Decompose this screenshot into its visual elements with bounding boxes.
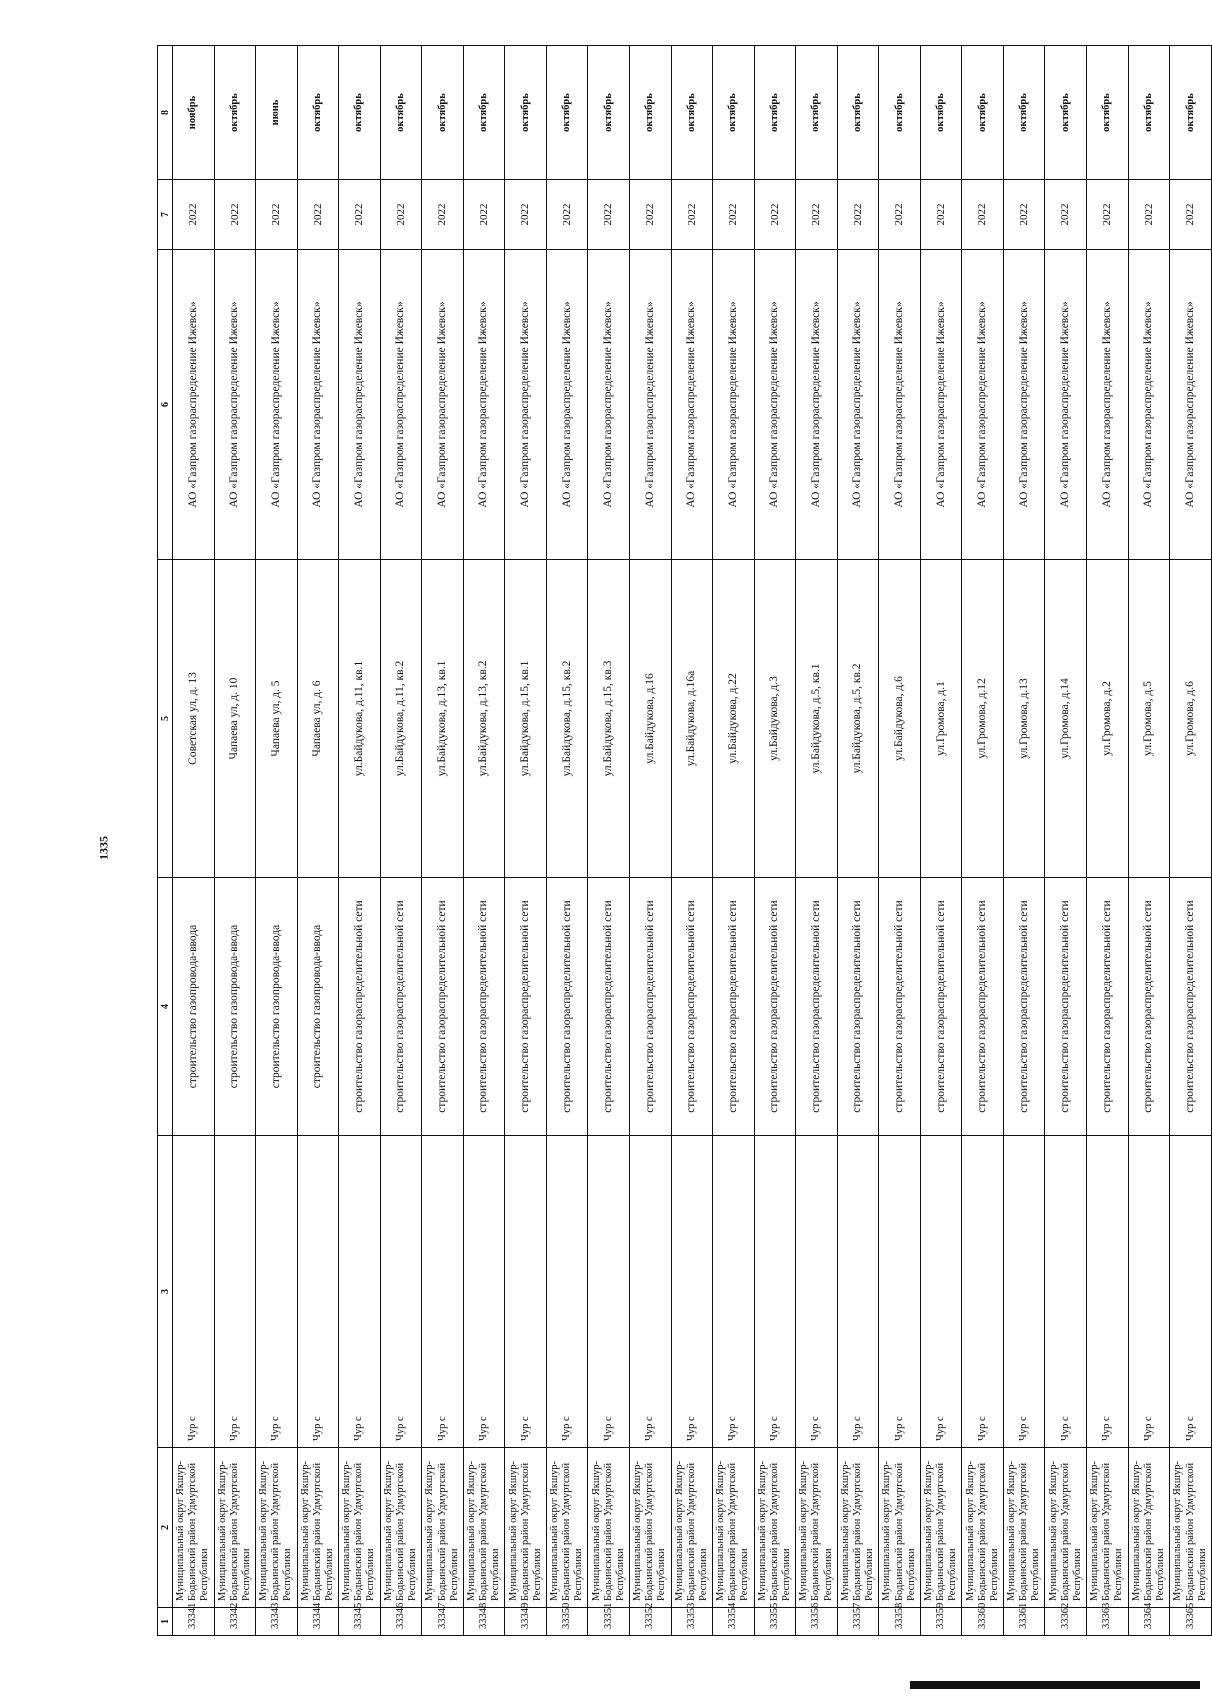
month-cell: октябрь — [1003, 46, 1045, 180]
year-cell: 2022 — [173, 180, 215, 250]
col-header-8: 8 — [158, 46, 173, 180]
settlement-cell: Чур с — [1003, 1136, 1045, 1448]
work-type-cell: строительство газораспределительной сети — [920, 878, 962, 1136]
row-number-cell: 33351 — [588, 1608, 630, 1636]
row-number-cell: 33349 — [505, 1608, 547, 1636]
settlement-cell: Чур с — [297, 1136, 339, 1448]
year-cell: 2022 — [422, 180, 464, 250]
year-cell: 2022 — [1128, 180, 1170, 250]
month-cell: октябрь — [879, 46, 921, 180]
municipal-district-cell: Муниципальный округ Якшур-Бодьинский район Удмуртской Республики — [380, 1448, 422, 1608]
work-type-cell: строительство газораспределительной сети — [339, 878, 381, 1136]
row-number-cell: 33362 — [1045, 1608, 1087, 1636]
table-row — [380, 46, 422, 1636]
settlement-cell: Чур с — [339, 1136, 381, 1448]
settlement-cell: Чур с — [1087, 1136, 1129, 1448]
settlement-cell: Чур с — [463, 1136, 505, 1448]
settlement-cell: Чур с — [713, 1136, 755, 1448]
address-cell: Чапаева ул, д. 6 — [297, 560, 339, 878]
month-cell: октябрь — [463, 46, 505, 180]
table-row — [588, 46, 630, 1636]
organization-cell: АО «Газпром газораспределение Ижевск» — [256, 250, 298, 560]
year-cell: 2022 — [297, 180, 339, 250]
table-row — [920, 46, 962, 1636]
settlement-cell: Чур с — [796, 1136, 838, 1448]
year-cell: 2022 — [1045, 180, 1087, 250]
settlement-cell: Чур с — [837, 1136, 879, 1448]
organization-cell: АО «Газпром газораспределение Ижевск» — [879, 250, 921, 560]
municipal-district-cell: Муниципальный округ Якшур-Бодьинский район Удмуртской Республики — [339, 1448, 381, 1608]
row-number-cell: 33345 — [339, 1608, 381, 1636]
organization-cell: АО «Газпром газораспределение Ижевск» — [1170, 250, 1212, 560]
month-cell: октябрь — [297, 46, 339, 180]
organization-cell: АО «Газпром газораспределение Ижевск» — [173, 250, 215, 560]
row-number-cell: 33352 — [630, 1608, 672, 1636]
municipal-district-cell: Муниципальный округ Якшур-Бодьинский район Удмуртской Республики — [505, 1448, 547, 1608]
work-type-cell: строительство газораспределительной сети — [1170, 878, 1212, 1136]
organization-cell: АО «Газпром газораспределение Ижевск» — [754, 250, 796, 560]
municipal-district-cell: Муниципальный округ Якшур-Бодьинский район Удмуртской Республики — [1170, 1448, 1212, 1608]
settlement-cell: Чур с — [1170, 1136, 1212, 1448]
address-cell: ул.Байдукова, д.5, кв.2 — [837, 560, 879, 878]
row-number-cell: 33360 — [962, 1608, 1004, 1636]
organization-cell: АО «Газпром газораспределение Ижевск» — [920, 250, 962, 560]
table-row — [1128, 46, 1170, 1636]
address-cell: ул.Байдукова, д.16 — [630, 560, 672, 878]
address-cell: ул.Байдукова, д.15, кв.1 — [505, 560, 547, 878]
table-row — [962, 46, 1004, 1636]
table-row — [879, 46, 921, 1636]
year-cell: 2022 — [588, 180, 630, 250]
row-number-cell: 33344 — [297, 1608, 339, 1636]
settlement-cell: Чур с — [920, 1136, 962, 1448]
month-cell: октябрь — [1170, 46, 1212, 180]
month-cell: октябрь — [630, 46, 672, 180]
work-type-cell: строительство газораспределительной сети — [879, 878, 921, 1136]
row-number-cell: 33365 — [1170, 1608, 1212, 1636]
address-cell: ул.Байдукова, д.15, кв.2 — [546, 560, 588, 878]
settlement-cell: Чур с — [505, 1136, 547, 1448]
municipal-district-cell: Муниципальный округ Якшур-Бодьинский район Удмуртской Республики — [1045, 1448, 1087, 1608]
municipal-district-cell: Муниципальный округ Якшур-Бодьинский район Удмуртской Республики — [630, 1448, 672, 1608]
settlement-cell: Чур с — [422, 1136, 464, 1448]
col-header-5: 5 — [158, 560, 173, 878]
organization-cell: АО «Газпром газораспределение Ижевск» — [546, 250, 588, 560]
address-cell: ул.Громова, д.12 — [962, 560, 1004, 878]
work-type-cell: строительство газораспределительной сети — [671, 878, 713, 1136]
row-number-cell: 33347 — [422, 1608, 464, 1636]
address-cell: ул.Байдукова, д.15, кв.3 — [588, 560, 630, 878]
row-number-cell: 33357 — [837, 1608, 879, 1636]
municipal-district-cell: Муниципальный округ Якшур-Бодьинский район Удмуртской Республики — [671, 1448, 713, 1608]
organization-cell: АО «Газпром газораспределение Ижевск» — [1087, 250, 1129, 560]
table-row — [297, 46, 339, 1636]
table-row — [463, 46, 505, 1636]
month-cell: октябрь — [713, 46, 755, 180]
organization-cell: АО «Газпром газораспределение Ижевск» — [796, 250, 838, 560]
month-cell: октябрь — [1087, 46, 1129, 180]
address-cell: ул.Байдукова, д.3 — [754, 560, 796, 878]
month-cell: октябрь — [962, 46, 1004, 180]
year-cell: 2022 — [1003, 180, 1045, 250]
municipal-district-cell: Муниципальный округ Якшур-Бодьинский район Удмуртской Республики — [1003, 1448, 1045, 1608]
year-cell: 2022 — [1170, 180, 1212, 250]
col-header-4: 4 — [158, 878, 173, 1136]
year-cell: 2022 — [713, 180, 755, 250]
settlement-cell: Чур с — [380, 1136, 422, 1448]
table-row — [630, 46, 672, 1636]
row-number-cell: 33355 — [754, 1608, 796, 1636]
row-number-cell: 33350 — [546, 1608, 588, 1636]
settlement-cell: Чур с — [214, 1136, 256, 1448]
work-type-cell: строительство газораспределительной сети — [380, 878, 422, 1136]
settlement-cell: Чур с — [962, 1136, 1004, 1448]
address-cell: ул.Байдукова, д.16а — [671, 560, 713, 878]
organization-cell: АО «Газпром газораспределение Ижевск» — [1003, 250, 1045, 560]
organization-cell: АО «Газпром газораспределение Ижевск» — [463, 250, 505, 560]
month-cell: октябрь — [1128, 46, 1170, 180]
year-cell: 2022 — [214, 180, 256, 250]
address-cell: ул.Громова, д.2 — [1087, 560, 1129, 878]
page-number: 1335 — [96, 836, 111, 860]
organization-cell: АО «Газпром газораспределение Ижевск» — [671, 250, 713, 560]
year-cell: 2022 — [505, 180, 547, 250]
year-cell: 2022 — [962, 180, 1004, 250]
settlement-cell: Чур с — [1128, 1136, 1170, 1448]
table-row — [505, 46, 547, 1636]
organization-cell: АО «Газпром газораспределение Ижевск» — [339, 250, 381, 560]
month-cell: октябрь — [505, 46, 547, 180]
table-row — [1045, 46, 1087, 1636]
year-cell: 2022 — [1087, 180, 1129, 250]
work-type-cell: строительство газораспределительной сети — [505, 878, 547, 1136]
year-cell: 2022 — [256, 180, 298, 250]
scan-edge-bar — [910, 1681, 1200, 1689]
row-number-cell: 33358 — [879, 1608, 921, 1636]
year-cell: 2022 — [754, 180, 796, 250]
municipal-district-cell: Муниципальный округ Якшур-Бодьинский район Удмуртской Республики — [1087, 1448, 1129, 1608]
organization-cell: АО «Газпром газораспределение Ижевск» — [1045, 250, 1087, 560]
header-row — [158, 46, 173, 1636]
row-number-cell: 33354 — [713, 1608, 755, 1636]
municipal-district-cell: Муниципальный округ Якшур-Бодьинский район Удмуртской Республики — [713, 1448, 755, 1608]
work-type-cell: строительство газораспределительной сети — [463, 878, 505, 1136]
work-type-cell: строительство газопровода-ввода — [297, 878, 339, 1136]
settlement-cell: Чур с — [1045, 1136, 1087, 1448]
municipal-district-cell: Муниципальный округ Якшур-Бодьинский район Удмуртской Республики — [754, 1448, 796, 1608]
month-cell: октябрь — [588, 46, 630, 180]
address-cell: ул.Байдукова, д.11, кв.2 — [380, 560, 422, 878]
address-cell: ул.Байдукова, д.22 — [713, 560, 755, 878]
col-header-3: 3 — [158, 1136, 173, 1448]
row-number-cell: 33361 — [1003, 1608, 1045, 1636]
year-cell: 2022 — [380, 180, 422, 250]
row-number-cell: 33359 — [920, 1608, 962, 1636]
table-row — [837, 46, 879, 1636]
work-type-cell: строительство газораспределительной сети — [837, 878, 879, 1136]
municipal-district-cell: Муниципальный округ Якшур-Бодьинский район Удмуртской Республики — [463, 1448, 505, 1608]
month-cell: октябрь — [380, 46, 422, 180]
municipal-district-cell: Муниципальный округ Якшур-Бодьинский район Удмуртской Республики — [297, 1448, 339, 1608]
year-cell: 2022 — [630, 180, 672, 250]
organization-cell: АО «Газпром газораспределение Ижевск» — [380, 250, 422, 560]
work-type-cell: строительство газораспределительной сети — [422, 878, 464, 1136]
month-cell: октябрь — [754, 46, 796, 180]
municipal-district-cell: Муниципальный округ Якшур-Бодьинский район Удмуртской Республики — [588, 1448, 630, 1608]
work-type-cell: строительство газораспределительной сети — [1003, 878, 1045, 1136]
col-header-6: 6 — [158, 250, 173, 560]
address-cell: ул.Байдукова, д.5, кв.1 — [796, 560, 838, 878]
year-cell: 2022 — [671, 180, 713, 250]
address-cell: ул.Громова, д.1 — [920, 560, 962, 878]
organization-cell: АО «Газпром газораспределение Ижевск» — [837, 250, 879, 560]
address-cell: ул.Громова, д.5 — [1128, 560, 1170, 878]
settlement-cell: Чур с — [671, 1136, 713, 1448]
row-number-cell: 33343 — [256, 1608, 298, 1636]
row-number-cell: 33356 — [796, 1608, 838, 1636]
address-cell: ул.Байдукова, д.13, кв.1 — [422, 560, 464, 878]
table-row — [173, 46, 215, 1636]
address-cell: ул.Громова, д.14 — [1045, 560, 1087, 878]
organization-cell: АО «Газпром газораспределение Ижевск» — [630, 250, 672, 560]
table-row — [546, 46, 588, 1636]
month-cell: октябрь — [1045, 46, 1087, 180]
month-cell: октябрь — [339, 46, 381, 180]
month-cell: октябрь — [214, 46, 256, 180]
municipal-district-cell: Муниципальный округ Якшур-Бодьинский район Удмуртской Республики — [214, 1448, 256, 1608]
row-number-cell: 33346 — [380, 1608, 422, 1636]
address-cell: ул.Байдукова, д.13, кв.2 — [463, 560, 505, 878]
row-number-cell: 33341 — [173, 1608, 215, 1636]
year-cell: 2022 — [546, 180, 588, 250]
work-type-cell: строительство газопровода-ввода — [173, 878, 215, 1136]
register-table — [157, 45, 1212, 1636]
organization-cell: АО «Газпром газораспределение Ижевск» — [962, 250, 1004, 560]
address-cell: ул.Байдукова, д.11, кв.1 — [339, 560, 381, 878]
settlement-cell: Чур с — [546, 1136, 588, 1448]
table-row — [256, 46, 298, 1636]
municipal-district-cell: Муниципальный округ Якшур-Бодьинский район Удмуртской Республики — [546, 1448, 588, 1608]
table-row — [1170, 46, 1212, 1636]
organization-cell: АО «Газпром газораспределение Ижевск» — [422, 250, 464, 560]
year-cell: 2022 — [879, 180, 921, 250]
address-cell: Чапаева ул, д. 5 — [256, 560, 298, 878]
municipal-district-cell: Муниципальный округ Якшур-Бодьинский район Удмуртской Республики — [879, 1448, 921, 1608]
table-row — [422, 46, 464, 1636]
table-row — [796, 46, 838, 1636]
work-type-cell: строительство газораспределительной сети — [754, 878, 796, 1136]
row-number-cell: 33364 — [1128, 1608, 1170, 1636]
work-type-cell: строительство газораспределительной сети — [1128, 878, 1170, 1136]
table-row — [339, 46, 381, 1636]
table-row — [671, 46, 713, 1636]
month-cell: октябрь — [837, 46, 879, 180]
organization-cell: АО «Газпром газораспределение Ижевск» — [588, 250, 630, 560]
month-cell: октябрь — [671, 46, 713, 180]
col-header-2: 2 — [158, 1448, 173, 1608]
municipal-district-cell: Муниципальный округ Якшур-Бодьинский район Удмуртской Республики — [920, 1448, 962, 1608]
work-type-cell: строительство газораспределительной сети — [588, 878, 630, 1136]
table-row — [713, 46, 755, 1636]
municipal-district-cell: Муниципальный округ Якшур-Бодьинский район Удмуртской Республики — [173, 1448, 215, 1608]
settlement-cell: Чур с — [879, 1136, 921, 1448]
municipal-district-cell: Муниципальный округ Якшур-Бодьинский район Удмуртской Республики — [962, 1448, 1004, 1608]
organization-cell: АО «Газпром газораспределение Ижевск» — [297, 250, 339, 560]
work-type-cell: строительство газораспределительной сети — [630, 878, 672, 1136]
month-cell: октябрь — [920, 46, 962, 180]
month-cell: октябрь — [546, 46, 588, 180]
work-type-cell: строительство газораспределительной сети — [1087, 878, 1129, 1136]
municipal-district-cell: Муниципальный округ Якшур-Бодьинский район Удмуртской Республики — [1128, 1448, 1170, 1608]
year-cell: 2022 — [796, 180, 838, 250]
address-cell: ул.Громова, д.13 — [1003, 560, 1045, 878]
row-number-cell: 33342 — [214, 1608, 256, 1636]
row-number-cell: 33353 — [671, 1608, 713, 1636]
settlement-cell: Чур с — [256, 1136, 298, 1448]
rotated-page — [157, 46, 1212, 1636]
address-cell: ул.Байдукова, д.6 — [879, 560, 921, 878]
table-row — [754, 46, 796, 1636]
municipal-district-cell: Муниципальный округ Якшур-Бодьинский район Удмуртской Республики — [256, 1448, 298, 1608]
settlement-cell: Чур с — [173, 1136, 215, 1448]
organization-cell: АО «Газпром газораспределение Ижевск» — [1128, 250, 1170, 560]
organization-cell: АО «Газпром газораспределение Ижевск» — [505, 250, 547, 560]
table-row — [1003, 46, 1045, 1636]
table-body — [173, 46, 1212, 1636]
year-cell: 2022 — [339, 180, 381, 250]
work-type-cell: строительство газораспределительной сети — [713, 878, 755, 1136]
table-row — [1087, 46, 1129, 1636]
month-cell: июнь — [256, 46, 298, 180]
municipal-district-cell: Муниципальный округ Якшур-Бодьинский район Удмуртской Республики — [422, 1448, 464, 1608]
month-cell: ноябрь — [173, 46, 215, 180]
settlement-cell: Чур с — [754, 1136, 796, 1448]
month-cell: октябрь — [796, 46, 838, 180]
work-type-cell: строительство газораспределительной сети — [796, 878, 838, 1136]
municipal-district-cell: Муниципальный округ Якшур-Бодьинский район Удмуртской Республики — [837, 1448, 879, 1608]
organization-cell: АО «Газпром газораспределение Ижевск» — [214, 250, 256, 560]
settlement-cell: Чур с — [588, 1136, 630, 1448]
settlement-cell: Чур с — [630, 1136, 672, 1448]
work-type-cell: строительство газопровода-ввода — [256, 878, 298, 1136]
address-cell: ул.Громова, д.6 — [1170, 560, 1212, 878]
row-number-cell: 33363 — [1087, 1608, 1129, 1636]
organization-cell: АО «Газпром газораспределение Ижевск» — [713, 250, 755, 560]
work-type-cell: строительство газораспределительной сети — [962, 878, 1004, 1136]
work-type-cell: строительство газопровода-ввода — [214, 878, 256, 1136]
row-number-cell: 33348 — [463, 1608, 505, 1636]
table-row — [214, 46, 256, 1636]
year-cell: 2022 — [837, 180, 879, 250]
year-cell: 2022 — [920, 180, 962, 250]
work-type-cell: строительство газораспределительной сети — [1045, 878, 1087, 1136]
address-cell: Советская ул, д. 13 — [173, 560, 215, 878]
year-cell: 2022 — [463, 180, 505, 250]
col-header-1: 1 — [158, 1608, 173, 1636]
address-cell: Чапаева ул, д. 10 — [214, 560, 256, 878]
month-cell: октябрь — [422, 46, 464, 180]
municipal-district-cell: Муниципальный округ Якшур-Бодьинский район Удмуртской Республики — [796, 1448, 838, 1608]
work-type-cell: строительство газораспределительной сети — [546, 878, 588, 1136]
col-header-7: 7 — [158, 180, 173, 250]
